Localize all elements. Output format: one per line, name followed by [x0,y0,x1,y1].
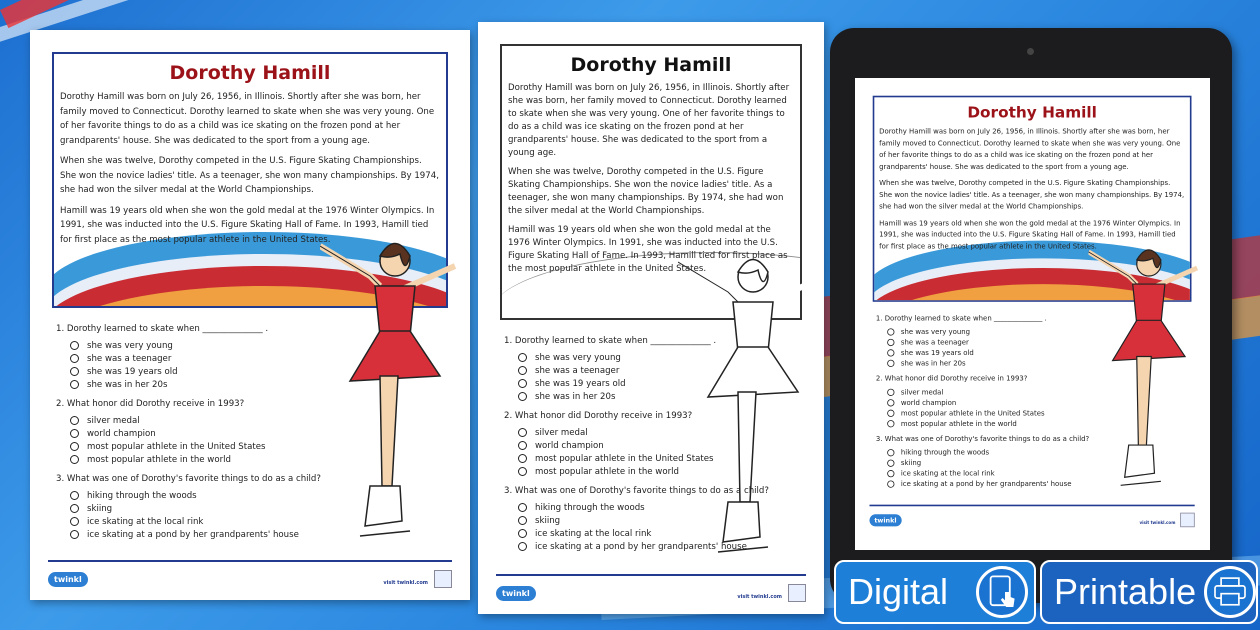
radio-button[interactable] [518,353,527,362]
answer-option[interactable] [518,501,814,514]
option-label: she was in her 20s [87,379,168,390]
quality-badge-icon [434,570,452,588]
digital-tag [834,560,1036,624]
answer-option[interactable] [518,377,814,390]
answer-option[interactable] [518,364,814,377]
answer-option[interactable] [518,351,814,364]
option-label: silver medal [535,427,588,438]
radio-button[interactable] [70,429,79,438]
option-label: she was very young [87,340,173,351]
question: 3. What was one of Dorothy's favorite things to do as a child? [504,486,769,496]
answer-option[interactable] [518,465,814,478]
worksheet-digital [855,78,1209,537]
radio-button[interactable] [887,420,894,427]
quality-badge-icon [788,584,806,602]
passage-paragraph: Hamill was 19 years old when she won the gold medal at the 1976 Winter Olympics. In 1991, she was inducted into the U.S. Figure Skating Hall of Fame. In 1993, Hamill tied for first place as the most popular athlete in the United States. [60,205,435,245]
answer-option[interactable] [518,390,814,403]
answer-option[interactable] [887,458,1198,468]
question: 2. What honor did Dorothy receive in 1993? [504,411,693,421]
footer [496,574,806,608]
answer-option[interactable] [887,468,1198,478]
tablet-screen [855,78,1210,550]
answer-option[interactable] [518,527,814,540]
quality-badge-icon [1180,513,1194,527]
radio-button[interactable] [887,481,894,488]
option-label: ice skating at a pond by her grandparents' house [535,541,747,552]
answer-option[interactable] [518,452,814,465]
printer-icon [1204,566,1256,618]
answer-option[interactable] [887,358,1198,368]
option-label: most popular athlete in the United States [900,409,1045,418]
worksheet-title: Dorothy Hamill [967,103,1097,122]
answer-option[interactable] [70,528,456,541]
worksheet-title: Dorothy Hamill [169,62,331,84]
answer-option[interactable] [887,348,1198,358]
radio-button[interactable] [887,449,894,456]
twinkl-logo: twinkl [496,586,536,601]
option-label: she was a teenager [87,353,172,364]
tablet-device [830,28,1232,603]
radio-button[interactable] [70,341,79,350]
answer-option[interactable] [518,540,814,553]
option-label: she was 19 years old [535,378,626,389]
radio-button[interactable] [887,328,894,335]
question: 2. What honor did Dorothy receive in 1993? [56,399,245,409]
answer-option[interactable] [70,339,456,352]
option-label: world champion [87,428,156,439]
radio-button[interactable] [518,516,527,525]
answer-option[interactable] [518,439,814,452]
radio-button[interactable] [887,460,894,467]
option-label: skiing [535,515,561,526]
radio-button[interactable] [887,339,894,346]
radio-button[interactable] [70,416,79,425]
answer-option[interactable] [887,447,1198,457]
radio-button[interactable] [518,428,527,437]
radio-button[interactable] [70,354,79,363]
visit-link[interactable]: visit twinkl.com [383,580,428,586]
option-label: she was very young [900,327,971,337]
option-label: hiking through the woods [87,490,197,501]
digital-label: Digital [848,571,949,612]
answer-option[interactable] [70,489,456,502]
radio-button[interactable] [70,530,79,539]
answer-option[interactable] [887,387,1198,397]
answer-option[interactable] [887,479,1198,489]
visit-link[interactable]: visit twinkl.com [1139,520,1176,526]
twinkl-logo: twinkl [48,572,88,587]
answer-option[interactable] [518,514,814,527]
visit-link[interactable]: visit twinkl.com [737,594,782,600]
footer [869,505,1194,532]
radio-button[interactable] [70,367,79,376]
answer-option[interactable] [70,414,456,427]
radio-button[interactable] [70,380,79,389]
twinkl-logo: twinkl [869,514,901,526]
radio-button[interactable] [518,392,527,401]
answer-option[interactable] [70,352,456,365]
radio-button[interactable] [887,410,894,417]
question: 1. Dorothy learned to skate when ______________ . [56,324,269,334]
option-label: she was a teenager [900,338,969,347]
answer-option[interactable] [887,327,1198,337]
option-label: ice skating at the local rink [87,516,204,527]
answer-option[interactable] [70,502,456,515]
option-label: skiing [900,459,922,468]
option-label: she was very young [535,352,621,363]
question: 2. What honor did Dorothy receive in 1993? [875,375,1028,384]
option-label: she was in her 20s [900,359,966,368]
option-label: most popular athlete in the world [535,466,679,477]
option-label: silver medal [87,415,140,426]
worksheet-black-and-white [478,22,824,614]
radio-button[interactable] [518,441,527,450]
radio-button[interactable] [887,470,894,477]
tablet-touch-icon [976,566,1028,618]
radio-button[interactable] [887,360,894,367]
option-label: she was 19 years old [900,348,974,357]
radio-button[interactable] [518,366,527,375]
passage-paragraph: When she was twelve, Dorothy competed in the U.S. Figure Skating Championships. She won the novice ladies' title. As a teenager, she won many championships. By 1974, she had won the silver medal at the World Championships. [879,179,1185,211]
question-list [56,316,456,541]
radio-button[interactable] [518,542,527,551]
option-label: most popular athlete in the world [87,454,231,465]
radio-button[interactable] [70,491,79,500]
printable-tag [1040,560,1258,624]
answer-option[interactable] [518,426,814,439]
answer-option[interactable] [70,365,456,378]
option-label: skiing [87,503,113,514]
printable-label: Printable [1054,571,1197,612]
passage-paragraph: When she was twelve, Dorothy competed in the U.S. Figure Skating Championships. She won the novice ladies' title. As a teenager, she won many championships. By 1974, she had won the silver medal at the World Championships. [508,167,784,216]
answer-option[interactable] [70,378,456,391]
passage-paragraph: Hamill was 19 years old when she won the gold medal at the 1976 Winter Olympics. In 1991, she was inducted into the U.S. Figure Skating Hall of Fame. In 1993, Hamill tied for first place as the most popular athlete in the United States. [879,219,1181,251]
radio-button[interactable] [518,467,527,476]
passage-paragraph: Dorothy Hamill was born on July 26, 1956, in Illinois. Shortly after she was born, her family moved to Connecticut. Dorothy learned to skate when she was very young. One of her favorite things to do as a child was ice skating on the frozen pond at her grandparents' house. She was dedicated to the sport from a young age. [879,127,1181,171]
answer-option[interactable] [70,427,456,440]
radio-button[interactable] [70,442,79,451]
answer-option[interactable] [70,440,456,453]
option-label: ice skating at a pond by her grandparents' house [900,480,1072,489]
answer-option[interactable] [887,337,1198,347]
option-label: world champion [900,398,957,407]
option-label: she was a teenager [535,365,620,376]
option-label: silver medal [900,388,944,397]
radio-button[interactable] [70,504,79,513]
option-label: ice skating at the local rink [900,469,995,478]
answer-option[interactable] [887,398,1198,408]
worksheet-title: Dorothy Hamill [570,54,732,76]
option-label: most popular athlete in the United States [535,453,714,464]
option-label: ice skating at the local rink [535,528,652,539]
question: 3. What was one of Dorothy's favorite things to do as a child? [875,435,1090,444]
footer [48,560,452,594]
option-label: she was 19 years old [87,366,178,377]
radio-button[interactable] [887,389,894,396]
radio-button[interactable] [887,349,894,356]
option-label: world champion [535,440,604,451]
radio-button[interactable] [518,503,527,512]
camera-icon [1027,48,1034,55]
passage-paragraph: Dorothy Hamill was born on July 26, 1956, in Illinois. Shortly after she was born, her family moved to Connecticut. Dorothy learned to skate when she was very young. One of her favorite things to do as a child was ice skating on the frozen pond at her grandparents' house. She was dedicated to the sport from a young age. [508,83,790,158]
option-label: most popular athlete in the United States [87,441,266,452]
passage-paragraph: Dorothy Hamill was born on July 26, 1956, in Illinois. Shortly after she was born, her family moved to Connecticut. Dorothy learned to skate when she was very young. One of her favorite things to do as a child was ice skating on the frozen pond at her grandparents' house. She was dedicated to the sport from a young age. [60,92,435,146]
option-label: most popular athlete in the world [900,419,1017,428]
answer-option[interactable] [887,419,1198,429]
answer-option[interactable] [887,408,1198,418]
option-label: hiking through the woods [900,448,990,457]
radio-button[interactable] [887,399,894,406]
question: 1. Dorothy learned to skate when ______________ . [875,314,1047,323]
option-label: ice skating at a pond by her grandparents' house [87,529,299,540]
radio-button[interactable] [518,379,527,388]
radio-button[interactable] [518,454,527,463]
radio-button[interactable] [70,517,79,526]
question-list [876,308,1198,489]
question: 1. Dorothy learned to skate when ______________ . [504,336,717,346]
option-label: hiking through the woods [535,502,645,513]
passage-paragraph: When she was twelve, Dorothy competed in the U.S. Figure Skating Championships. She won the novice ladies' title. As a teenager, she won many championships. By 1974, she had won the silver medal at the World Championships. [60,156,439,195]
passage-paragraph: Hamill was 19 years old when she won the gold medal at the 1976 Winter Olympics. In 1991, she was inducted into the U.S. Figure Skating Hall of Fame. In 1993, Hamill tied for first place as the most popular athlete in the United States. [508,225,788,274]
option-label: she was in her 20s [535,391,616,402]
radio-button[interactable] [518,529,527,538]
answer-option[interactable] [70,453,456,466]
answer-option[interactable] [70,515,456,528]
radio-button[interactable] [70,455,79,464]
question: 3. What was one of Dorothy's favorite things to do as a child? [56,474,321,484]
question-list [504,328,814,553]
worksheet-color [30,30,470,600]
